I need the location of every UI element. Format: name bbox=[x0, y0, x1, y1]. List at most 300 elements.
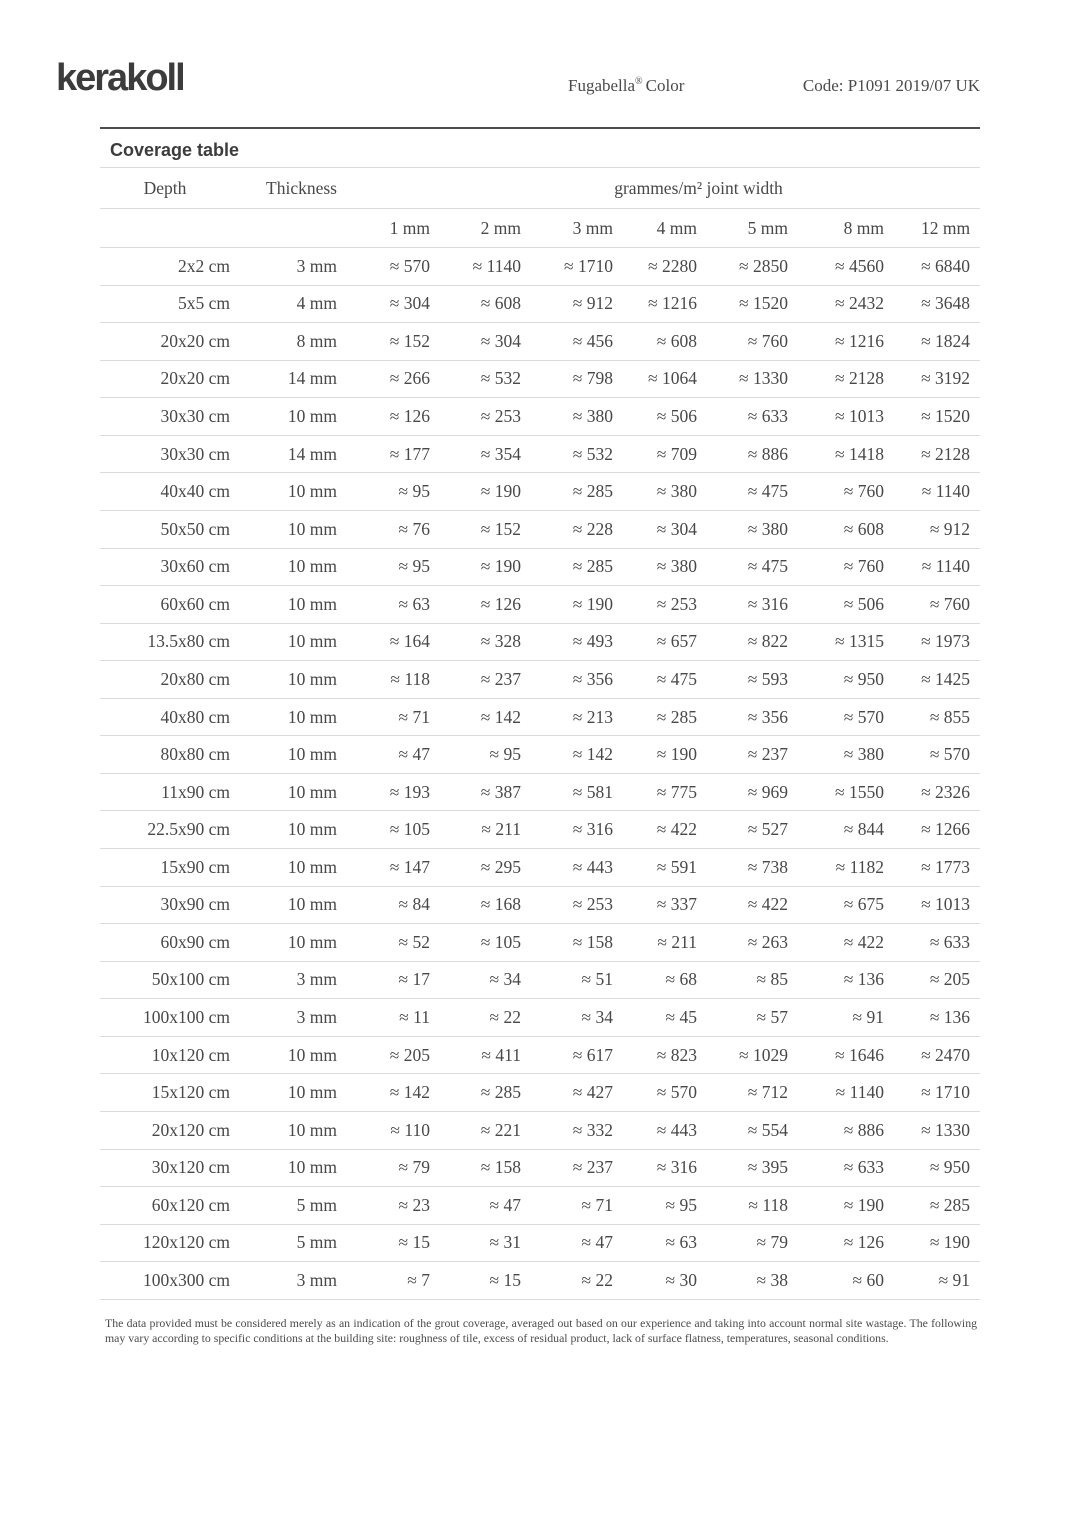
coverage-value-cell: ≈ 675 bbox=[788, 886, 884, 924]
coverage-value-cell: ≈ 570 bbox=[613, 1074, 697, 1112]
table-row bbox=[100, 924, 980, 962]
coverage-value-cell: ≈ 1013 bbox=[884, 886, 980, 924]
coverage-value-cell: ≈ 79 bbox=[697, 1224, 788, 1262]
coverage-value-cell: ≈ 969 bbox=[697, 773, 788, 811]
coverage-table-body bbox=[100, 248, 980, 1300]
coverage-value-cell: ≈ 1140 bbox=[430, 248, 521, 286]
depth-cell: 15x120 cm bbox=[100, 1074, 230, 1112]
coverage-value-cell: ≈ 493 bbox=[521, 623, 613, 661]
product-name: Fugabella bbox=[568, 76, 636, 95]
coverage-value-cell: ≈ 6840 bbox=[884, 248, 980, 286]
depth-cell: 30x90 cm bbox=[100, 886, 230, 924]
table-row bbox=[100, 398, 980, 436]
depth-cell: 20x80 cm bbox=[100, 661, 230, 699]
depth-cell: 20x120 cm bbox=[100, 1111, 230, 1149]
thickness-cell: 10 mm bbox=[230, 1149, 337, 1187]
thickness-column-header: Thickness bbox=[230, 168, 337, 209]
coverage-value-cell: ≈ 205 bbox=[884, 961, 980, 999]
thickness-cell: 10 mm bbox=[230, 736, 337, 774]
coverage-value-cell: ≈ 285 bbox=[521, 473, 613, 511]
thickness-cell: 10 mm bbox=[230, 811, 337, 849]
coverage-value-cell: ≈ 158 bbox=[521, 924, 613, 962]
coverage-value-cell: ≈ 285 bbox=[613, 698, 697, 736]
coverage-value-cell: ≈ 17 bbox=[337, 961, 430, 999]
depth-cell: 30x120 cm bbox=[100, 1149, 230, 1187]
table-row bbox=[100, 1036, 980, 1074]
coverage-value-cell: ≈ 190 bbox=[788, 1187, 884, 1225]
coverage-value-cell: ≈ 4560 bbox=[788, 248, 884, 286]
coverage-value-cell: ≈ 285 bbox=[521, 548, 613, 586]
table-row bbox=[100, 1111, 980, 1149]
coverage-value-cell: ≈ 237 bbox=[521, 1149, 613, 1187]
coverage-value-cell: ≈ 1140 bbox=[884, 473, 980, 511]
thickness-cell: 10 mm bbox=[230, 510, 337, 548]
coverage-value-cell: ≈ 738 bbox=[697, 849, 788, 887]
coverage-value-cell: ≈ 570 bbox=[884, 736, 980, 774]
coverage-value-cell: ≈ 68 bbox=[613, 961, 697, 999]
coverage-value-cell: ≈ 760 bbox=[884, 586, 980, 624]
depth-cell: 60x120 cm bbox=[100, 1187, 230, 1225]
table-row bbox=[100, 1149, 980, 1187]
coverage-value-cell: ≈ 23 bbox=[337, 1187, 430, 1225]
coverage-value-cell: ≈ 1550 bbox=[788, 773, 884, 811]
coverage-value-cell: ≈ 354 bbox=[430, 435, 521, 473]
coverage-value-cell: ≈ 91 bbox=[788, 999, 884, 1037]
table-row bbox=[100, 586, 980, 624]
coverage-value-cell: ≈ 57 bbox=[697, 999, 788, 1037]
coverage-value-cell: ≈ 886 bbox=[697, 435, 788, 473]
coverage-value-cell: ≈ 1824 bbox=[884, 323, 980, 361]
coverage-value-cell: ≈ 95 bbox=[337, 473, 430, 511]
coverage-value-cell: ≈ 213 bbox=[521, 698, 613, 736]
table-row bbox=[100, 849, 980, 887]
depth-cell: 40x80 cm bbox=[100, 698, 230, 736]
coverage-value-cell: ≈ 356 bbox=[521, 661, 613, 699]
coverage-value-cell: ≈ 1013 bbox=[788, 398, 884, 436]
coverage-value-cell: ≈ 912 bbox=[521, 285, 613, 323]
coverage-value-cell: ≈ 475 bbox=[697, 548, 788, 586]
coverage-value-cell: ≈ 158 bbox=[430, 1149, 521, 1187]
coverage-value-cell: ≈ 422 bbox=[613, 811, 697, 849]
thickness-cell: 10 mm bbox=[230, 1111, 337, 1149]
coverage-value-cell: ≈ 1330 bbox=[697, 360, 788, 398]
coverage-value-cell: ≈ 142 bbox=[337, 1074, 430, 1112]
coverage-value-cell: ≈ 527 bbox=[697, 811, 788, 849]
coverage-value-cell: ≈ 2128 bbox=[884, 435, 980, 473]
coverage-value-cell: ≈ 328 bbox=[430, 623, 521, 661]
coverage-value-cell: ≈ 912 bbox=[884, 510, 980, 548]
coverage-value-cell: ≈ 316 bbox=[613, 1149, 697, 1187]
table-row bbox=[100, 285, 980, 323]
thickness-cell: 3 mm bbox=[230, 1262, 337, 1300]
thickness-cell: 10 mm bbox=[230, 623, 337, 661]
coverage-value-cell: ≈ 1216 bbox=[613, 285, 697, 323]
coverage-value-cell: ≈ 855 bbox=[884, 698, 980, 736]
coverage-value-cell: ≈ 60 bbox=[788, 1262, 884, 1300]
coverage-value-cell: ≈ 253 bbox=[521, 886, 613, 924]
joint-width-header: 12 mm bbox=[884, 209, 980, 248]
thickness-cell: 4 mm bbox=[230, 285, 337, 323]
coverage-value-cell: ≈ 475 bbox=[613, 661, 697, 699]
coverage-value-cell: ≈ 554 bbox=[697, 1111, 788, 1149]
table-row bbox=[100, 961, 980, 999]
table-row bbox=[100, 323, 980, 361]
coverage-value-cell: ≈ 152 bbox=[337, 323, 430, 361]
coverage-value-cell: ≈ 1140 bbox=[884, 548, 980, 586]
table-row bbox=[100, 510, 980, 548]
coverage-value-cell: ≈ 617 bbox=[521, 1036, 613, 1074]
table-row bbox=[100, 811, 980, 849]
coverage-value-cell: ≈ 608 bbox=[788, 510, 884, 548]
coverage-value-cell: ≈ 45 bbox=[613, 999, 697, 1037]
header-divider-rule bbox=[100, 127, 980, 129]
depth-cell: 50x100 cm bbox=[100, 961, 230, 999]
coverage-value-cell: ≈ 11 bbox=[337, 999, 430, 1037]
coverage-value-cell: ≈ 105 bbox=[337, 811, 430, 849]
coverage-value-cell: ≈ 387 bbox=[430, 773, 521, 811]
thickness-cell: 10 mm bbox=[230, 398, 337, 436]
thickness-cell: 10 mm bbox=[230, 473, 337, 511]
product-suffix: Color bbox=[645, 76, 685, 95]
coverage-value-cell: ≈ 31 bbox=[430, 1224, 521, 1262]
table-row bbox=[100, 1224, 980, 1262]
coverage-value-cell: ≈ 608 bbox=[613, 323, 697, 361]
depth-cell: 2x2 cm bbox=[100, 248, 230, 286]
coverage-value-cell: ≈ 2128 bbox=[788, 360, 884, 398]
kerakoll-logo: kerakoll bbox=[56, 57, 184, 99]
depth-cell: 13.5x80 cm bbox=[100, 623, 230, 661]
coverage-value-cell: ≈ 633 bbox=[884, 924, 980, 962]
coverage-value-cell: ≈ 237 bbox=[697, 736, 788, 774]
joint-width-header: 2 mm bbox=[430, 209, 521, 248]
coverage-value-cell: ≈ 760 bbox=[788, 548, 884, 586]
coverage-value-cell: ≈ 411 bbox=[430, 1036, 521, 1074]
coverage-value-cell: ≈ 3192 bbox=[884, 360, 980, 398]
coverage-value-cell: ≈ 822 bbox=[697, 623, 788, 661]
coverage-value-cell: ≈ 190 bbox=[884, 1224, 980, 1262]
coverage-table bbox=[100, 167, 980, 1300]
thickness-cell: 10 mm bbox=[230, 586, 337, 624]
coverage-value-cell: ≈ 95 bbox=[613, 1187, 697, 1225]
coverage-value-cell: ≈ 760 bbox=[788, 473, 884, 511]
coverage-value-cell: ≈ 422 bbox=[697, 886, 788, 924]
thickness-cell: 3 mm bbox=[230, 961, 337, 999]
coverage-value-cell: ≈ 110 bbox=[337, 1111, 430, 1149]
depth-cell: 5x5 cm bbox=[100, 285, 230, 323]
coverage-value-cell: ≈ 3648 bbox=[884, 285, 980, 323]
coverage-value-cell: ≈ 253 bbox=[430, 398, 521, 436]
coverage-table-head bbox=[100, 168, 980, 248]
coverage-value-cell: ≈ 205 bbox=[337, 1036, 430, 1074]
coverage-value-cell: ≈ 285 bbox=[430, 1074, 521, 1112]
coverage-value-cell: ≈ 105 bbox=[430, 924, 521, 962]
coverage-value-cell: ≈ 1710 bbox=[521, 248, 613, 286]
coverage-value-cell: ≈ 712 bbox=[697, 1074, 788, 1112]
coverage-value-cell: ≈ 475 bbox=[697, 473, 788, 511]
coverage-value-cell: ≈ 316 bbox=[697, 586, 788, 624]
depth-cell: 60x90 cm bbox=[100, 924, 230, 962]
coverage-value-cell: ≈ 228 bbox=[521, 510, 613, 548]
depth-cell: 100x100 cm bbox=[100, 999, 230, 1037]
empty-header-cell bbox=[100, 209, 230, 248]
coverage-value-cell: ≈ 34 bbox=[430, 961, 521, 999]
depth-cell: 80x80 cm bbox=[100, 736, 230, 774]
thickness-cell: 14 mm bbox=[230, 435, 337, 473]
thickness-cell: 10 mm bbox=[230, 1074, 337, 1112]
table-group-header-row bbox=[100, 168, 980, 209]
coverage-value-cell: ≈ 2280 bbox=[613, 248, 697, 286]
coverage-value-cell: ≈ 316 bbox=[521, 811, 613, 849]
thickness-cell: 10 mm bbox=[230, 886, 337, 924]
table-row bbox=[100, 773, 980, 811]
product-title bbox=[568, 76, 684, 96]
table-row bbox=[100, 623, 980, 661]
table-row bbox=[100, 661, 980, 699]
joint-width-header: 8 mm bbox=[788, 209, 884, 248]
coverage-value-cell: ≈ 126 bbox=[430, 586, 521, 624]
depth-cell: 30x30 cm bbox=[100, 398, 230, 436]
depth-cell: 40x40 cm bbox=[100, 473, 230, 511]
coverage-value-cell: ≈ 570 bbox=[788, 698, 884, 736]
coverage-value-cell: ≈ 295 bbox=[430, 849, 521, 887]
joint-width-header: 5 mm bbox=[697, 209, 788, 248]
coverage-value-cell: ≈ 1266 bbox=[884, 811, 980, 849]
coverage-value-cell: ≈ 1520 bbox=[884, 398, 980, 436]
coverage-value-cell: ≈ 79 bbox=[337, 1149, 430, 1187]
coverage-value-cell: ≈ 15 bbox=[337, 1224, 430, 1262]
coverage-value-cell: ≈ 22 bbox=[521, 1262, 613, 1300]
grammes-joint-width-header: grammes/m² joint width bbox=[337, 168, 980, 209]
coverage-value-cell: ≈ 164 bbox=[337, 623, 430, 661]
coverage-value-cell: ≈ 266 bbox=[337, 360, 430, 398]
coverage-value-cell: ≈ 422 bbox=[788, 924, 884, 962]
coverage-value-cell: ≈ 581 bbox=[521, 773, 613, 811]
coverage-value-cell: ≈ 1425 bbox=[884, 661, 980, 699]
coverage-value-cell: ≈ 177 bbox=[337, 435, 430, 473]
coverage-value-cell: ≈ 71 bbox=[337, 698, 430, 736]
coverage-value-cell: ≈ 2432 bbox=[788, 285, 884, 323]
table-row bbox=[100, 435, 980, 473]
table-row bbox=[100, 886, 980, 924]
coverage-value-cell: ≈ 532 bbox=[521, 435, 613, 473]
coverage-value-cell: ≈ 506 bbox=[613, 398, 697, 436]
coverage-value-cell: ≈ 142 bbox=[430, 698, 521, 736]
table-row bbox=[100, 1074, 980, 1112]
coverage-value-cell: ≈ 1029 bbox=[697, 1036, 788, 1074]
coverage-value-cell: ≈ 38 bbox=[697, 1262, 788, 1300]
coverage-value-cell: ≈ 52 bbox=[337, 924, 430, 962]
coverage-value-cell: ≈ 395 bbox=[697, 1149, 788, 1187]
depth-cell: 100x300 cm bbox=[100, 1262, 230, 1300]
coverage-value-cell: ≈ 1182 bbox=[788, 849, 884, 887]
thickness-cell: 10 mm bbox=[230, 661, 337, 699]
coverage-value-cell: ≈ 380 bbox=[613, 548, 697, 586]
coverage-value-cell: ≈ 657 bbox=[613, 623, 697, 661]
coverage-value-cell: ≈ 304 bbox=[430, 323, 521, 361]
depth-column-header: Depth bbox=[100, 168, 230, 209]
thickness-cell: 10 mm bbox=[230, 924, 337, 962]
depth-cell: 22.5x90 cm bbox=[100, 811, 230, 849]
coverage-value-cell: ≈ 1216 bbox=[788, 323, 884, 361]
footnote-text: The data provided must be considered merely as an indication of the grout coverage, averaged out based on our experience and taking into account normal site wastage. The following may vary according to specific conditions at the building site: roughness of tile, excess of residual product, lack of surface flatness, temperatures, seasonal conditions. bbox=[105, 1316, 977, 1345]
coverage-value-cell: ≈ 63 bbox=[337, 586, 430, 624]
coverage-value-cell: ≈ 47 bbox=[430, 1187, 521, 1225]
coverage-value-cell: ≈ 380 bbox=[613, 473, 697, 511]
coverage-value-cell: ≈ 91 bbox=[884, 1262, 980, 1300]
coverage-value-cell: ≈ 152 bbox=[430, 510, 521, 548]
table-row bbox=[100, 548, 980, 586]
coverage-value-cell: ≈ 775 bbox=[613, 773, 697, 811]
coverage-value-cell: ≈ 608 bbox=[430, 285, 521, 323]
depth-cell: 50x50 cm bbox=[100, 510, 230, 548]
joint-width-header-row bbox=[100, 209, 980, 248]
coverage-value-cell: ≈ 456 bbox=[521, 323, 613, 361]
coverage-value-cell: ≈ 193 bbox=[337, 773, 430, 811]
coverage-value-cell: ≈ 950 bbox=[884, 1149, 980, 1187]
coverage-value-cell: ≈ 126 bbox=[337, 398, 430, 436]
coverage-value-cell: ≈ 380 bbox=[521, 398, 613, 436]
thickness-cell: 10 mm bbox=[230, 849, 337, 887]
thickness-cell: 10 mm bbox=[230, 698, 337, 736]
coverage-value-cell: ≈ 886 bbox=[788, 1111, 884, 1149]
coverage-value-cell: ≈ 51 bbox=[521, 961, 613, 999]
coverage-value-cell: ≈ 118 bbox=[337, 661, 430, 699]
coverage-value-cell: ≈ 190 bbox=[430, 548, 521, 586]
depth-cell: 11x90 cm bbox=[100, 773, 230, 811]
coverage-value-cell: ≈ 506 bbox=[788, 586, 884, 624]
coverage-value-cell: ≈ 2850 bbox=[697, 248, 788, 286]
coverage-value-cell: ≈ 95 bbox=[430, 736, 521, 774]
table-row bbox=[100, 473, 980, 511]
coverage-value-cell: ≈ 221 bbox=[430, 1111, 521, 1149]
thickness-cell: 10 mm bbox=[230, 1036, 337, 1074]
thickness-cell: 8 mm bbox=[230, 323, 337, 361]
coverage-value-cell: ≈ 285 bbox=[884, 1187, 980, 1225]
depth-cell: 30x60 cm bbox=[100, 548, 230, 586]
coverage-value-cell: ≈ 304 bbox=[613, 510, 697, 548]
coverage-value-cell: ≈ 71 bbox=[521, 1187, 613, 1225]
coverage-value-cell: ≈ 47 bbox=[521, 1224, 613, 1262]
coverage-value-cell: ≈ 30 bbox=[613, 1262, 697, 1300]
depth-cell: 10x120 cm bbox=[100, 1036, 230, 1074]
table-row bbox=[100, 248, 980, 286]
depth-cell: 120x120 cm bbox=[100, 1224, 230, 1262]
coverage-value-cell: ≈ 168 bbox=[430, 886, 521, 924]
coverage-value-cell: ≈ 709 bbox=[613, 435, 697, 473]
coverage-value-cell: ≈ 591 bbox=[613, 849, 697, 887]
coverage-value-cell: ≈ 190 bbox=[613, 736, 697, 774]
coverage-value-cell: ≈ 1520 bbox=[697, 285, 788, 323]
coverage-value-cell: ≈ 136 bbox=[788, 961, 884, 999]
table-row bbox=[100, 999, 980, 1037]
coverage-value-cell: ≈ 7 bbox=[337, 1262, 430, 1300]
coverage-value-cell: ≈ 84 bbox=[337, 886, 430, 924]
coverage-value-cell: ≈ 1140 bbox=[788, 1074, 884, 1112]
coverage-value-cell: ≈ 427 bbox=[521, 1074, 613, 1112]
coverage-value-cell: ≈ 823 bbox=[613, 1036, 697, 1074]
coverage-value-cell: ≈ 136 bbox=[884, 999, 980, 1037]
coverage-value-cell: ≈ 380 bbox=[697, 510, 788, 548]
coverage-value-cell: ≈ 190 bbox=[521, 586, 613, 624]
coverage-value-cell: ≈ 1330 bbox=[884, 1111, 980, 1149]
coverage-value-cell: ≈ 211 bbox=[613, 924, 697, 962]
coverage-value-cell: ≈ 593 bbox=[697, 661, 788, 699]
coverage-value-cell: ≈ 76 bbox=[337, 510, 430, 548]
table-row bbox=[100, 1187, 980, 1225]
depth-cell: 20x20 cm bbox=[100, 360, 230, 398]
coverage-value-cell: ≈ 2326 bbox=[884, 773, 980, 811]
table-row bbox=[100, 698, 980, 736]
coverage-value-cell: ≈ 1315 bbox=[788, 623, 884, 661]
coverage-value-cell: ≈ 15 bbox=[430, 1262, 521, 1300]
coverage-value-cell: ≈ 304 bbox=[337, 285, 430, 323]
coverage-value-cell: ≈ 950 bbox=[788, 661, 884, 699]
coverage-value-cell: ≈ 253 bbox=[613, 586, 697, 624]
thickness-cell: 10 mm bbox=[230, 548, 337, 586]
thickness-cell: 5 mm bbox=[230, 1187, 337, 1225]
coverage-value-cell: ≈ 85 bbox=[697, 961, 788, 999]
joint-width-header: 3 mm bbox=[521, 209, 613, 248]
coverage-value-cell: ≈ 142 bbox=[521, 736, 613, 774]
table-row bbox=[100, 1262, 980, 1300]
coverage-value-cell: ≈ 1710 bbox=[884, 1074, 980, 1112]
coverage-value-cell: ≈ 798 bbox=[521, 360, 613, 398]
section-title: Coverage table bbox=[110, 140, 240, 160]
empty-header-cell bbox=[230, 209, 337, 248]
depth-cell: 20x20 cm bbox=[100, 323, 230, 361]
coverage-value-cell: ≈ 760 bbox=[697, 323, 788, 361]
coverage-value-cell: ≈ 263 bbox=[697, 924, 788, 962]
coverage-value-cell: ≈ 22 bbox=[430, 999, 521, 1037]
thickness-cell: 3 mm bbox=[230, 999, 337, 1037]
coverage-value-cell: ≈ 337 bbox=[613, 886, 697, 924]
coverage-value-cell: ≈ 211 bbox=[430, 811, 521, 849]
coverage-value-cell: ≈ 633 bbox=[697, 398, 788, 436]
coverage-value-cell: ≈ 34 bbox=[521, 999, 613, 1037]
depth-cell: 30x30 cm bbox=[100, 435, 230, 473]
coverage-value-cell: ≈ 126 bbox=[788, 1224, 884, 1262]
coverage-value-cell: ≈ 147 bbox=[337, 849, 430, 887]
document-code: Code: P1091 2019/07 UK bbox=[802, 76, 980, 95]
depth-cell: 60x60 cm bbox=[100, 586, 230, 624]
joint-width-header: 4 mm bbox=[613, 209, 697, 248]
thickness-cell: 14 mm bbox=[230, 360, 337, 398]
coverage-value-cell: ≈ 95 bbox=[337, 548, 430, 586]
coverage-value-cell: ≈ 1418 bbox=[788, 435, 884, 473]
thickness-cell: 10 mm bbox=[230, 773, 337, 811]
thickness-cell: 5 mm bbox=[230, 1224, 337, 1262]
coverage-value-cell: ≈ 1646 bbox=[788, 1036, 884, 1074]
coverage-value-cell: ≈ 237 bbox=[430, 661, 521, 699]
coverage-value-cell: ≈ 380 bbox=[788, 736, 884, 774]
table-row bbox=[100, 736, 980, 774]
coverage-value-cell: ≈ 2470 bbox=[884, 1036, 980, 1074]
coverage-value-cell: ≈ 47 bbox=[337, 736, 430, 774]
coverage-value-cell: ≈ 190 bbox=[430, 473, 521, 511]
table-row bbox=[100, 360, 980, 398]
coverage-value-cell: ≈ 1064 bbox=[613, 360, 697, 398]
coverage-value-cell: ≈ 844 bbox=[788, 811, 884, 849]
coverage-value-cell: ≈ 633 bbox=[788, 1149, 884, 1187]
thickness-cell: 3 mm bbox=[230, 248, 337, 286]
coverage-value-cell: ≈ 1773 bbox=[884, 849, 980, 887]
coverage-value-cell: ≈ 532 bbox=[430, 360, 521, 398]
coverage-value-cell: ≈ 332 bbox=[521, 1111, 613, 1149]
coverage-value-cell: ≈ 118 bbox=[697, 1187, 788, 1225]
coverage-value-cell: ≈ 443 bbox=[613, 1111, 697, 1149]
coverage-value-cell: ≈ 63 bbox=[613, 1224, 697, 1262]
coverage-value-cell: ≈ 570 bbox=[337, 248, 430, 286]
